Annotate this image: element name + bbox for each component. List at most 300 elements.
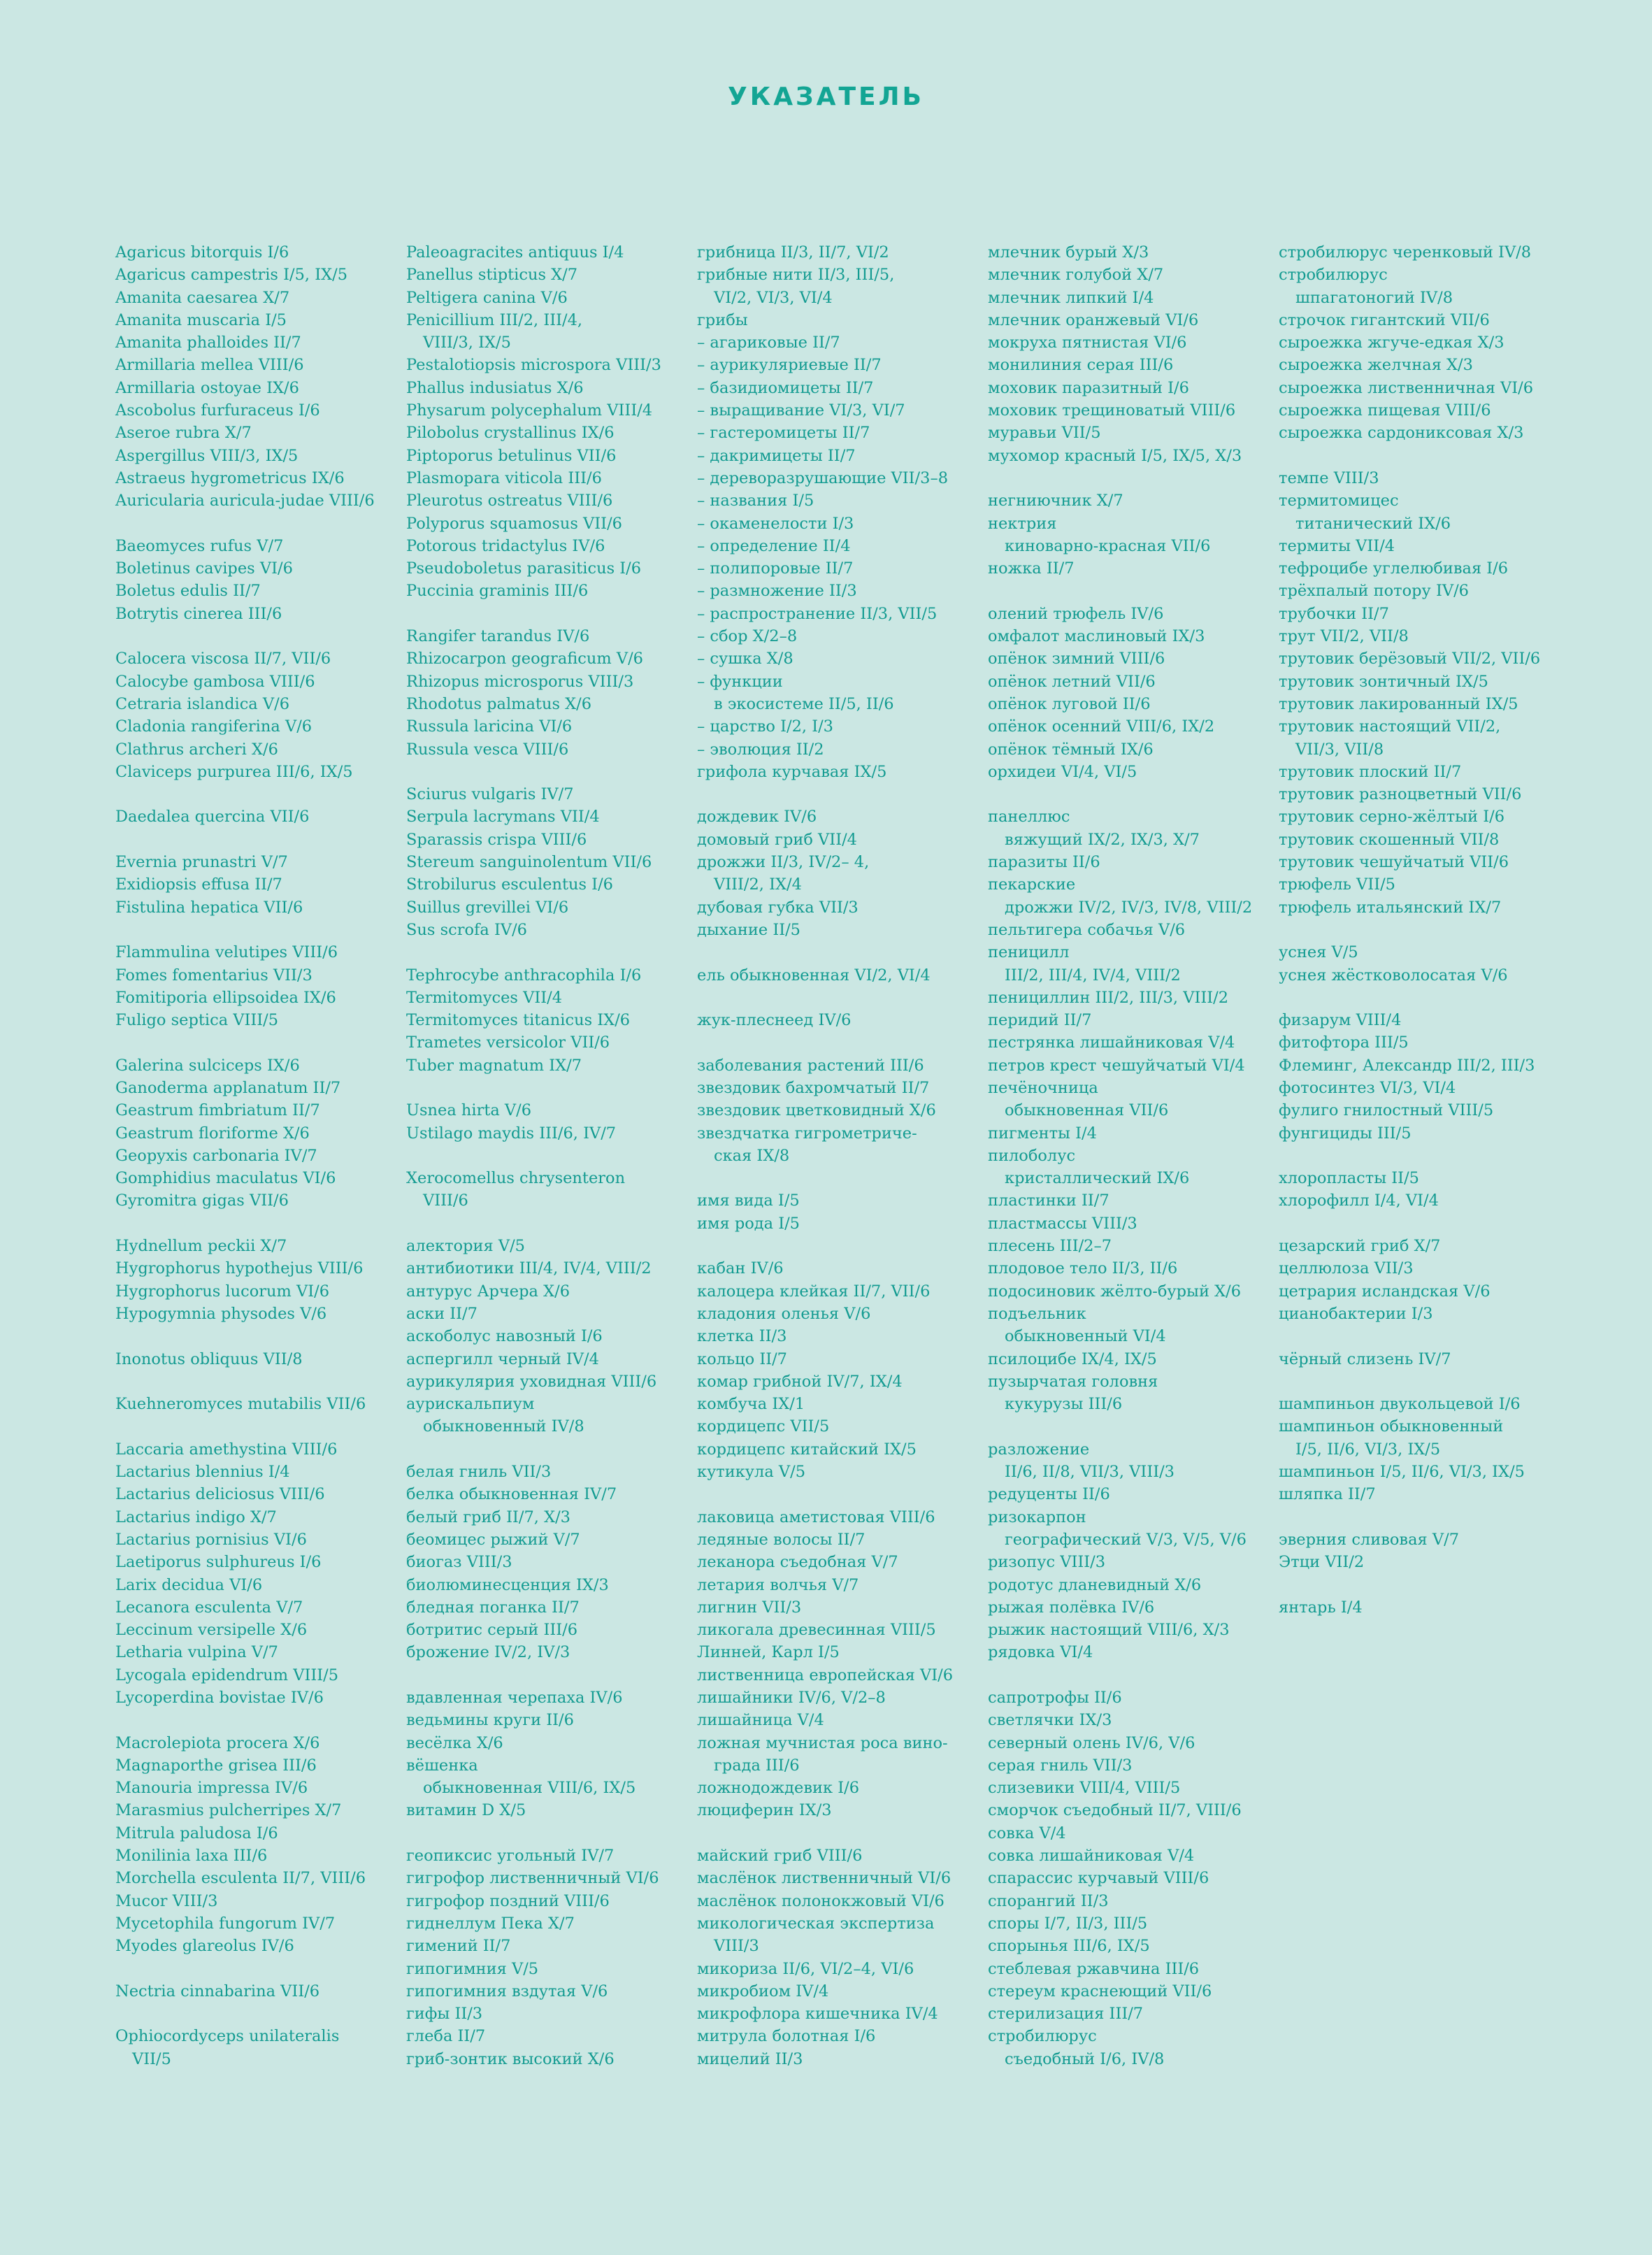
index-entry: Fomes fomentarius VII/3 <box>115 966 313 985</box>
index-entry: дубовая губка VII/3 <box>697 898 859 917</box>
index-entry: Baeomyces rufus V/7 <box>115 536 284 555</box>
index-entry: шляпка II/7 <box>1279 1485 1376 1504</box>
index-entry: гимений II/7 <box>406 1937 511 1956</box>
index-entry: опёнок осенний VIII/6, IX/2 <box>988 717 1215 736</box>
index-entry: имя вида I/5 <box>697 1191 800 1210</box>
index-entry: Hygrophorus lucorum VI/6 <box>115 1282 330 1301</box>
index-entry: Usnea hirta V/6 <box>406 1101 532 1120</box>
index-entry: майский гриб VIII/6 <box>697 1847 863 1866</box>
index-entry: Rhizocarpon geograficum V/6 <box>406 650 643 668</box>
index-spacer <box>115 783 398 806</box>
index-entry: Geastrum floriforme X/6 <box>115 1124 310 1143</box>
index-entry: ризокарпон <box>988 1508 1086 1526</box>
index-entry: дрожжи II/3, IV/2– 4, <box>697 853 870 872</box>
index-entry: брожение IV/2, IV/3 <box>406 1643 570 1662</box>
index-entry: сапротрофы II/6 <box>988 1689 1122 1707</box>
index-entry: Kuehneromyces mutabilis VII/6 <box>115 1395 366 1414</box>
index-entry: Inonotus obliquus VII/8 <box>115 1350 303 1368</box>
index-entry: северный олень IV/6, V/6 <box>988 1733 1195 1752</box>
index-entry: трубочки II/7 <box>1279 604 1389 623</box>
index-spacer <box>1279 919 1562 941</box>
index-entry: Ophiocordyceps unilateralis <box>115 2027 340 2046</box>
index-entry: шампиньон обыкновенный <box>1279 1417 1504 1436</box>
index-entry: гиднеллум Пека X/7 <box>406 1914 575 1933</box>
index-entry: пластинки II/7 <box>988 1191 1109 1210</box>
index-entry: звездовик цветковидный X/6 <box>697 1101 936 1120</box>
index-spacer <box>115 1415 398 1438</box>
index-entry: Ascobolus furfuraceus I/6 <box>115 401 320 420</box>
index-entry: киноварно-красная VII/6 <box>1005 536 1211 555</box>
index-entry: разложение <box>988 1440 1090 1459</box>
index-entry: гифы II/3 <box>406 2005 483 2024</box>
index-entry: калоцера клейкая II/7, VII/6 <box>697 1282 931 1301</box>
index-entry: Letharia vulpina V/7 <box>115 1643 278 1662</box>
index-entry: жук-плеснеед IV/6 <box>697 1011 852 1030</box>
index-entry: монилиния серая III/6 <box>988 356 1174 375</box>
index-entry: Russula vesca VIII/6 <box>406 740 569 759</box>
index-spacer <box>406 1822 689 1845</box>
index-entry: микробиом IV/4 <box>697 1982 829 2000</box>
index-entry: – аурикуляриевые II/7 <box>697 356 882 375</box>
index-entry: лишайники IV/6, V/2–8 <box>697 1689 886 1707</box>
index-entry: Tephrocybe anthracophila I/6 <box>406 966 642 985</box>
index-entry: Larix decidua VI/6 <box>115 1575 263 1594</box>
index-entry: гипогимния вздутая V/6 <box>406 1982 608 2000</box>
index-entry: града III/6 <box>714 1756 800 1775</box>
index-entry: мицелий II/3 <box>697 2049 803 2068</box>
index-entry: Флеминг, Александр III/2, III/3 <box>1279 1056 1535 1075</box>
index-entry: млечник оранжевый VI/6 <box>988 310 1199 329</box>
index-entry: ложная мучнистая роса вино- <box>697 1733 948 1752</box>
index-entry: имя рода I/5 <box>697 1214 800 1233</box>
index-entry: кладония оленья V/6 <box>697 1304 871 1323</box>
index-entry: плесень III/2–7 <box>988 1237 1112 1256</box>
index-entry: II/6, II/8, VII/3, VIII/3 <box>1005 1463 1175 1482</box>
index-entry: паразиты II/6 <box>988 853 1100 872</box>
index-entry: – базидиомицеты II/7 <box>697 378 874 397</box>
index-entry: Sparassis crispa VIII/6 <box>406 830 587 849</box>
index-entry: люциферин IX/3 <box>697 1801 832 1820</box>
index-entry: гипогимния V/5 <box>406 1959 539 1978</box>
index-entry: – гастеромицеты II/7 <box>697 424 870 443</box>
index-entry: Panellus stipticus X/7 <box>406 266 578 285</box>
index-entry: – распространение II/3, VII/5 <box>697 604 938 623</box>
index-entry: Cladonia rangiferina V/6 <box>115 717 313 736</box>
index-entry: Hygrophorus hypothejus VIII/6 <box>115 1259 364 1278</box>
index-entry: Geopyxis carbonaria IV/7 <box>115 1146 317 1165</box>
index-entry: Lactarius blennius I/4 <box>115 1463 290 1482</box>
index-entry: комбуча IX/1 <box>697 1395 805 1414</box>
index-entry: – сушка X/8 <box>697 650 793 668</box>
index-column-4 <box>988 241 1271 2070</box>
index-entry: нектрия <box>988 514 1057 533</box>
index-entry: Boletinus cavipes VI/6 <box>115 559 293 578</box>
index-spacer <box>115 1709 398 1731</box>
index-entry: олений трюфель IV/6 <box>988 604 1164 623</box>
index-entry: титанический IX/6 <box>1295 514 1451 533</box>
index-entry: Sciurus vulgaris IV/7 <box>406 785 574 804</box>
index-entry: Aspergillus VIII/3, IX/5 <box>115 446 299 465</box>
index-entry: Mucor VIII/3 <box>115 1891 218 1910</box>
index-entry: сморчок съедобный II/7, VIII/6 <box>988 1801 1242 1820</box>
index-entry: VIII/3 <box>714 1937 759 1956</box>
index-entry: глеба II/7 <box>406 2027 486 2046</box>
index-entry: стеблевая ржавчина III/6 <box>988 1959 1200 1978</box>
index-spacer <box>406 941 689 964</box>
index-entry: грибные нити II/3, III/5, <box>697 266 895 285</box>
index-entry: подъельник <box>988 1304 1086 1323</box>
index-entry: Potorous tridactylus IV/6 <box>406 536 605 555</box>
index-entry: петров крест чешуйчатый VI/4 <box>988 1056 1245 1075</box>
index-entry: пигменты I/4 <box>988 1124 1097 1143</box>
index-entry: кристаллический IX/6 <box>1005 1169 1190 1188</box>
index-entry: темпе VIII/3 <box>1279 468 1379 487</box>
index-entry: аспергилл черный IV/4 <box>406 1350 599 1368</box>
index-entry: митрула болотная I/6 <box>697 2027 876 2046</box>
index-entry: опёнок летний VII/6 <box>988 672 1156 691</box>
index-entry: пилоболус <box>988 1146 1076 1165</box>
index-entry: обыкновенный IV/8 <box>423 1417 584 1436</box>
index-entry: фунгициды III/5 <box>1279 1124 1412 1143</box>
index-spacer <box>697 1483 980 1505</box>
index-entry: кольцо II/7 <box>697 1350 787 1368</box>
index-entry: Cetraria islandica V/6 <box>115 694 290 713</box>
index-entry: Suillus grevillei VI/6 <box>406 898 569 917</box>
index-entry: Macrolepiota procera X/6 <box>115 1733 320 1752</box>
index-spacer <box>697 1235 980 1257</box>
index-entry: – дакримицеты II/7 <box>697 446 856 465</box>
index-entry: Galerina sulciceps IX/6 <box>115 1056 300 1075</box>
index-entry: Xerocomellus chrysenteron <box>406 1169 626 1188</box>
index-entry: микориза II/6, VI/2–4, VI/6 <box>697 1959 914 1978</box>
index-entry: пеницилл <box>988 943 1070 962</box>
index-entry: сыроежка жгуче-едкая X/3 <box>1279 334 1504 352</box>
index-entry: стробилюрус черенковый IV/8 <box>1279 243 1532 262</box>
index-entry: Laetiporus sulphureus I/6 <box>115 1553 322 1572</box>
index-entry: пекарские <box>988 875 1076 894</box>
index-entry: Rhodotus palmatus X/6 <box>406 694 592 713</box>
index-entry: ледяные волосы II/7 <box>697 1530 865 1549</box>
index-entry: Morchella esculenta II/7, VIII/6 <box>115 1869 366 1888</box>
index-entry: Rhizopus microsporus VIII/3 <box>406 672 634 691</box>
index-spacer <box>115 513 398 535</box>
index-entry: шампиньон I/5, II/6, VI/3, IX/5 <box>1279 1463 1525 1482</box>
index-entry: гигрофор лиственничный VI/6 <box>406 1869 659 1888</box>
index-entry: трутовик зонтичный IX/5 <box>1279 672 1488 691</box>
index-entry: Ustilago maydis III/6, IV/7 <box>406 1124 617 1143</box>
index-spacer <box>115 1958 398 1980</box>
index-entry: спорынья III/6, IX/5 <box>988 1937 1150 1956</box>
index-entry: Линней, Карл I/5 <box>697 1643 840 1662</box>
index-entry: рыжая полёвка IV/6 <box>988 1598 1155 1617</box>
index-entry: Trametes versicolor VII/6 <box>406 1033 610 1052</box>
index-spacer <box>988 783 1271 806</box>
index-entry: трутовик разноцветный VII/6 <box>1279 785 1522 804</box>
index-entry: белая гниль VII/3 <box>406 1463 552 1482</box>
index-spacer <box>115 625 398 647</box>
index-entry: витамин D X/5 <box>406 1801 526 1820</box>
index-entry: Flammulina velutipes VIII/6 <box>115 943 338 962</box>
index-entry: Laccaria amethystina VIII/6 <box>115 1440 338 1459</box>
index-entry: грифола курчавая IX/5 <box>697 762 887 781</box>
index-entry: слизевики VIII/4, VIII/5 <box>988 1779 1181 1798</box>
index-entry: спорангий II/3 <box>988 1891 1109 1910</box>
index-entry: трюфель итальянский IX/7 <box>1279 898 1502 917</box>
index-entry: подосиновик жёлто-бурый X/6 <box>988 1282 1242 1301</box>
index-entry: негниючник X/7 <box>988 492 1123 510</box>
index-entry: уснея V/5 <box>1279 943 1358 962</box>
index-column-5 <box>1279 241 1562 1619</box>
index-entry: Physarum polycephalum VIII/4 <box>406 401 653 420</box>
index-entry: Pestalotiopsis microspora VIII/3 <box>406 356 661 375</box>
index-entry: Armillaria mellea VIII/6 <box>115 356 304 375</box>
index-entry: моховик паразитный I/6 <box>988 378 1189 397</box>
index-entry: янтарь I/4 <box>1279 1598 1363 1617</box>
index-spacer <box>115 2003 398 2025</box>
index-entry: стереум краснеющий VII/6 <box>988 1982 1212 2000</box>
index-entry: Boletus edulis II/7 <box>115 582 261 601</box>
index-entry: Stereum sanguinolentum VII/6 <box>406 853 652 872</box>
index-entry: псилоцибе IX/4, IX/5 <box>988 1350 1157 1368</box>
index-entry: Evernia prunastri V/7 <box>115 853 288 872</box>
index-entry: опёнок луговой II/6 <box>988 694 1151 713</box>
index-entry: Lycoperdina bovistae IV/6 <box>115 1689 324 1707</box>
index-entry: стерилизация III/7 <box>988 2005 1144 2024</box>
index-spacer <box>406 1145 689 1167</box>
index-entry: совка V/4 <box>988 1824 1066 1842</box>
index-entry: весёлка X/6 <box>406 1733 503 1752</box>
index-entry: Peltigera canina V/6 <box>406 288 568 307</box>
index-entry: Gyromitra gigas VII/6 <box>115 1191 289 1210</box>
index-entry: аурикулярия уховидная VIII/6 <box>406 1372 657 1391</box>
index-spacer <box>988 1664 1271 1687</box>
index-entry: антибиотики III/4, IV/4, VIII/2 <box>406 1259 652 1278</box>
index-entry: шпагатоногий IV/8 <box>1295 288 1453 307</box>
index-entry: дождевик IV/6 <box>697 808 817 826</box>
index-entry: Amanita muscaria I/5 <box>115 310 287 329</box>
index-entry: Pleurotus ostreatus VIII/6 <box>406 492 613 510</box>
index-entry: ризопус VIII/3 <box>988 1553 1106 1572</box>
index-spacer <box>988 1415 1271 1438</box>
index-entry: Polyporus squamosus VII/6 <box>406 514 622 533</box>
index-entry: – выращивание VI/3, VI/7 <box>697 401 905 420</box>
index-entry: VIII/6 <box>423 1191 468 1210</box>
index-entry: – царство I/2, I/3 <box>697 717 833 736</box>
index-entry: опёнок тёмный IX/6 <box>988 740 1154 759</box>
index-entry: уснея жёстковолосатая V/6 <box>1279 966 1508 985</box>
index-entry: Hypogymnia physodes V/6 <box>115 1304 327 1323</box>
index-entry: печёночница <box>988 1078 1098 1097</box>
index-entry: аурискальпиум <box>406 1395 535 1414</box>
index-spacer <box>988 467 1271 489</box>
index-entry: Termitomyces VII/4 <box>406 988 563 1007</box>
index-entry: беомицес рыжий V/7 <box>406 1530 580 1549</box>
index-entry: Aseroe rubra X/7 <box>115 424 252 443</box>
index-entry: трюфель VII/5 <box>1279 875 1395 894</box>
index-entry: Daedalea quercina VII/6 <box>115 808 310 826</box>
index-entry: млечник липкий I/4 <box>988 288 1154 307</box>
index-entry: летария волчья V/7 <box>697 1575 859 1594</box>
index-entry: термитомицес <box>1279 492 1399 510</box>
index-entry: Fistulina hepatica VII/6 <box>115 898 303 917</box>
index-entry: опёнок зимний VIII/6 <box>988 650 1165 668</box>
index-entry: Lycogala epidendrum VIII/5 <box>115 1666 339 1684</box>
index-entry: стробилюрус <box>988 2027 1097 2046</box>
page-title: УКАЗАТЕЛЬ <box>728 83 924 111</box>
index-entry: аски II/7 <box>406 1304 477 1323</box>
index-entry: млечник голубой X/7 <box>988 266 1164 285</box>
index-entry: Ganoderma applanatum II/7 <box>115 1078 341 1097</box>
index-entry: пенициллин III/2, III/3, VIII/2 <box>988 988 1229 1007</box>
index-entry: стробилюрус <box>1279 266 1388 285</box>
index-entry: орхидеи VI/4, VI/5 <box>988 762 1137 781</box>
index-entry: споры I/7, II/3, III/5 <box>988 1914 1148 1933</box>
index-entry: трутовик скошенный VII/8 <box>1279 830 1500 849</box>
index-entry: биогаз VIII/3 <box>406 1553 512 1572</box>
index-entry: ботритис серый III/6 <box>406 1621 578 1640</box>
index-entry: хлоропласты II/5 <box>1279 1169 1419 1188</box>
index-entry: грибы <box>697 310 748 329</box>
index-spacer <box>115 1212 398 1235</box>
index-entry: Exidiopsis effusa II/7 <box>115 875 282 894</box>
index-entry: – сбор X/2–8 <box>697 627 798 646</box>
index-entry: цезарский гриб X/7 <box>1279 1237 1441 1256</box>
index-entry: дрожжи IV/2, IV/3, IV/8, VIII/2 <box>1005 898 1253 917</box>
index-entry: трутовик чешуйчатый VII/6 <box>1279 853 1509 872</box>
index-column-3 <box>697 241 980 2070</box>
index-entry: пельтигера собачья V/6 <box>988 920 1186 939</box>
index-entry: антурус Арчера X/6 <box>406 1282 570 1301</box>
index-entry: леканора съедобная V/7 <box>697 1553 898 1572</box>
index-entry: родотус дланевидный X/6 <box>988 1575 1202 1594</box>
index-entry: фитофтора III/5 <box>1279 1033 1409 1052</box>
index-entry: Fuligo septica VIII/5 <box>115 1011 279 1030</box>
index-entry: хлорофилл I/4, VI/4 <box>1279 1191 1439 1210</box>
index-entry: моховик трещиноватый VIII/6 <box>988 401 1236 420</box>
index-entry: спарассис курчавый VIII/6 <box>988 1869 1209 1888</box>
index-entry: белка обыкновенная IV/7 <box>406 1485 617 1504</box>
index-entry: фулиго гнилостный VIII/5 <box>1279 1101 1494 1120</box>
index-entry: сыроежка желчная X/3 <box>1279 356 1473 375</box>
index-entry: Leccinum versipelle X/6 <box>115 1621 308 1640</box>
index-entry: лиственница европейская VI/6 <box>697 1666 954 1684</box>
index-entry: Auricularia auricula-judae VIII/6 <box>115 492 375 510</box>
index-entry: ликогала древесинная VIII/5 <box>697 1621 936 1640</box>
index-entry: Mycetophila fungorum IV/7 <box>115 1914 336 1933</box>
index-entry: – агариковые II/7 <box>697 334 840 352</box>
index-spacer <box>406 1438 689 1461</box>
index-entry: Gomphidius maculatus VI/6 <box>115 1169 336 1188</box>
index-entry: гигрофор поздний VIII/6 <box>406 1891 610 1910</box>
index-entry: физарум VIII/4 <box>1279 1011 1402 1030</box>
index-entry: трёхпалый потору IV/6 <box>1279 582 1469 601</box>
index-entry: кордицепс китайский IX/5 <box>697 1440 917 1459</box>
index-entry: VII/3, VII/8 <box>1295 740 1384 759</box>
index-entry: Lactarius deliciosus VIII/6 <box>115 1485 325 1504</box>
index-entry: трутовик лакированный IX/5 <box>1279 694 1518 713</box>
index-entry: чёрный слизень IV/7 <box>1279 1350 1451 1368</box>
index-entry: млечник бурый X/3 <box>988 243 1149 262</box>
index-entry: мухомор красный I/5, IX/5, X/3 <box>988 446 1242 465</box>
index-entry: Penicillium III/2, III/4, <box>406 310 583 329</box>
index-entry: съедобный I/6, IV/8 <box>1005 2049 1165 2068</box>
index-entry: пузырчатая головня <box>988 1372 1158 1391</box>
index-entry: алектория V/5 <box>406 1237 525 1256</box>
index-entry: термиты VII/4 <box>1279 536 1395 555</box>
index-entry: трутовик берёзовый VII/2, VII/6 <box>1279 650 1541 668</box>
index-entry: – эволюция II/2 <box>697 740 824 759</box>
index-entry: Этци VII/2 <box>1279 1553 1365 1572</box>
index-entry: Clathrus archeri X/6 <box>115 740 278 759</box>
index-entry: Termitomyces titanicus IX/6 <box>406 1011 631 1030</box>
index-entry: обыкновенная VII/6 <box>1005 1101 1169 1120</box>
index-entry: – окаменелости I/3 <box>697 514 854 533</box>
index-spacer <box>697 1167 980 1189</box>
index-entry: сыроежка лиственничная VI/6 <box>1279 378 1534 397</box>
index-entry: III/2, III/4, IV/4, VIII/2 <box>1005 966 1181 985</box>
index-entry: редуценты II/6 <box>988 1485 1110 1504</box>
index-entry: – дереворазрушающие VII/3–8 <box>697 468 949 487</box>
index-entry: Agaricus bitorquis I/6 <box>115 243 289 262</box>
index-entry: фотосинтез VI/3, VI/4 <box>1279 1078 1456 1097</box>
index-entry: – названия I/5 <box>697 492 814 510</box>
index-entry: Pilobolus crystallinus IX/6 <box>406 424 615 443</box>
index-entry: Agaricus campestris I/5, IX/5 <box>115 266 348 285</box>
index-entry: муравьи VII/5 <box>988 424 1101 443</box>
index-entry: бледная поганка II/7 <box>406 1598 580 1617</box>
index-spacer <box>406 1664 689 1687</box>
index-spacer <box>697 1031 980 1054</box>
index-entry: мокруха пятнистая VI/6 <box>988 334 1187 352</box>
index-entry: VIII/2, IX/4 <box>714 875 802 894</box>
index-spacer <box>1279 445 1562 467</box>
index-entry: Amanita caesarea X/7 <box>115 288 290 307</box>
index-entry: Lactarius indigo X/7 <box>115 1508 277 1526</box>
index-spacer <box>1279 987 1562 1009</box>
index-entry: Astraeus hygrometricus IX/6 <box>115 468 345 487</box>
index-entry: Fomitiporia ellipsoidea IX/6 <box>115 988 336 1007</box>
index-entry: геопиксис угольный IV/7 <box>406 1847 615 1866</box>
index-entry: сыроежка пищевая VIII/6 <box>1279 401 1491 420</box>
index-entry: цетрария исландская V/6 <box>1279 1282 1491 1301</box>
index-spacer <box>115 919 398 941</box>
index-spacer <box>1279 1574 1562 1596</box>
index-entry: плодовое тело II/3, II/6 <box>988 1259 1178 1278</box>
index-column-2 <box>406 241 689 2070</box>
index-spacer <box>115 1325 398 1347</box>
index-entry: трутовик серно-жёлтый I/6 <box>1279 808 1505 826</box>
index-entry: Tuber magnatum IX/7 <box>406 1056 582 1075</box>
index-entry: Paleoagracites antiquus I/4 <box>406 243 624 262</box>
index-entry: Geastrum fimbriatum II/7 <box>115 1101 320 1120</box>
index-entry: трут VII/2, VII/8 <box>1279 627 1409 646</box>
index-entry: лигнин VII/3 <box>697 1598 802 1617</box>
index-spacer <box>406 1077 689 1099</box>
index-entry: трутовик настоящий VII/2, <box>1279 717 1501 736</box>
index-entry: Marasmius pulcherripes X/7 <box>115 1801 342 1820</box>
index-spacer <box>115 1031 398 1054</box>
index-entry: кабан IV/6 <box>697 1259 784 1278</box>
index-column-1 <box>115 241 398 2070</box>
index-entry: кутикула V/5 <box>697 1463 806 1482</box>
index-entry: строчок гигантский VII/6 <box>1279 310 1490 329</box>
index-entry: Calocera viscosa II/7, VII/6 <box>115 650 331 668</box>
index-entry: домовый гриб VII/4 <box>697 830 857 849</box>
index-entry: Pseudoboletus parasiticus I/6 <box>406 559 642 578</box>
index-spacer <box>115 1370 398 1393</box>
index-spacer <box>1279 1145 1562 1167</box>
index-entry: цианобактерии I/3 <box>1279 1304 1433 1323</box>
